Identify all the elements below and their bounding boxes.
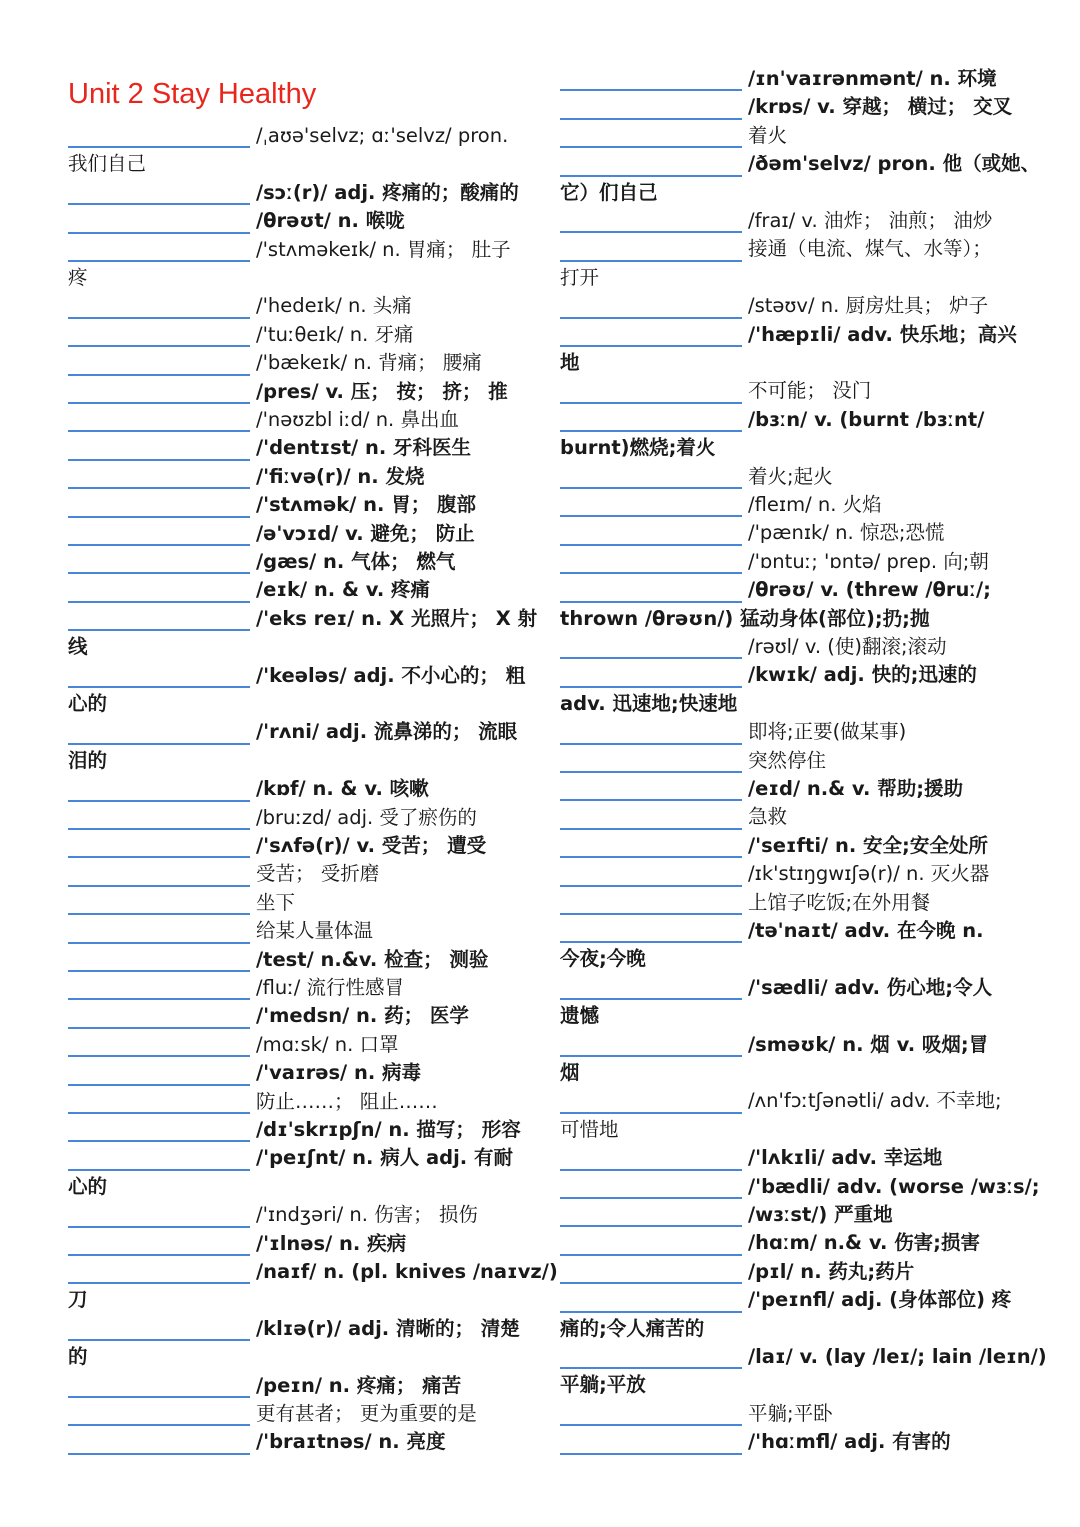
answer-blank[interactable] bbox=[560, 260, 742, 262]
vocab-entry bbox=[68, 434, 538, 462]
vocab-entry bbox=[560, 463, 1030, 491]
entry-text: /eɪd/ n.& v. 帮助;援助 bbox=[748, 776, 964, 800]
vocab-entry bbox=[68, 1201, 538, 1229]
vocab-entry bbox=[560, 1087, 1030, 1115]
answer-blank[interactable] bbox=[68, 1140, 250, 1142]
entry-continuation bbox=[68, 1343, 538, 1371]
answer-blank[interactable] bbox=[560, 856, 742, 858]
entry-text: /'ɒntuː; 'ɒntə/ prep. 向;朝 bbox=[748, 549, 989, 573]
vocab-entry bbox=[560, 889, 1030, 917]
vocab-entry bbox=[68, 321, 538, 349]
answer-blank[interactable] bbox=[68, 544, 250, 546]
answer-blank[interactable] bbox=[560, 89, 742, 91]
vocab-entry bbox=[68, 605, 538, 633]
entry-text: /'stʌməkeɪk/ n. 胃痛； 肚子 bbox=[256, 237, 511, 261]
vocab-entry bbox=[560, 832, 1030, 860]
vocab-entry bbox=[68, 1428, 538, 1456]
vocab-entry bbox=[560, 747, 1030, 775]
entry-text: /'hɑːmfl/ adj. 有害的 bbox=[748, 1430, 951, 1454]
vocab-entry bbox=[560, 1229, 1030, 1257]
unit-title: Unit 2 Stay Healthy bbox=[68, 78, 317, 110]
entry-text: 急救 bbox=[748, 805, 788, 829]
answer-blank[interactable] bbox=[68, 146, 250, 148]
vocab-entry bbox=[68, 378, 538, 406]
vocab-entry bbox=[68, 576, 538, 604]
continuation-text: 烟 bbox=[560, 1060, 580, 1084]
entry-continuation bbox=[68, 1173, 538, 1201]
entry-continuation bbox=[560, 434, 1030, 462]
entry-text: /hɑːm/ n.& v. 伤害;损害 bbox=[748, 1231, 980, 1255]
vocab-entry bbox=[560, 519, 1030, 547]
answer-blank[interactable] bbox=[560, 430, 742, 432]
answer-blank[interactable] bbox=[560, 913, 742, 915]
answer-blank[interactable] bbox=[68, 374, 250, 376]
entry-text: /'stʌmək/ n. 胃； 腹部 bbox=[256, 493, 477, 517]
vocab-entry bbox=[560, 860, 1030, 888]
entry-text: /ə'vɔɪd/ v. 避免； 防止 bbox=[256, 521, 475, 545]
answer-blank[interactable] bbox=[68, 743, 250, 745]
entry-text: /'bækeɪk/ n. 背痛； 腰痛 bbox=[256, 351, 482, 375]
answer-blank[interactable] bbox=[68, 942, 250, 944]
entry-text: 坐下 bbox=[256, 890, 296, 914]
entry-continuation bbox=[68, 264, 538, 292]
answer-blank[interactable] bbox=[560, 828, 742, 830]
entry-text: /kwɪk/ adj. 快的;迅速的 bbox=[748, 663, 977, 687]
continuation-text: 线 bbox=[68, 635, 88, 659]
answer-blank[interactable] bbox=[68, 430, 250, 432]
continuation-text: 它）们自己 bbox=[560, 180, 658, 204]
continuation-text: 泪的 bbox=[68, 748, 108, 772]
vocab-entry bbox=[560, 1031, 1030, 1059]
answer-blank[interactable] bbox=[68, 1424, 250, 1426]
vocab-entry bbox=[560, 1201, 1030, 1229]
entry-text: /'peɪnfl/ adj. (身体部位) 疼 bbox=[748, 1288, 1012, 1312]
entry-text: /sməʊk/ n. 烟 v. 吸烟;冒 bbox=[748, 1032, 989, 1056]
vocab-entry bbox=[68, 718, 538, 746]
answer-blank[interactable] bbox=[560, 601, 742, 603]
entry-text: /bruːzd/ adj. 受了瘀伤的 bbox=[256, 805, 477, 829]
answer-blank[interactable] bbox=[68, 828, 250, 830]
entry-text: /fluː/ 流行性感冒 bbox=[256, 975, 405, 999]
answer-blank[interactable] bbox=[560, 317, 742, 319]
entry-text: /'hæpɪli/ adv. 快乐地；高兴 bbox=[748, 322, 1017, 346]
entry-text: /'dentɪst/ n. 牙科医生 bbox=[256, 436, 472, 460]
continuation-text: burnt)燃烧;着火 bbox=[560, 436, 716, 460]
continuation-text: 我们自己 bbox=[68, 152, 147, 176]
answer-blank[interactable] bbox=[68, 1339, 250, 1341]
entry-text: 突然停住 bbox=[748, 748, 827, 772]
entry-text: /eɪk/ n. & v. 疼痛 bbox=[256, 578, 431, 602]
entry-continuation bbox=[560, 1116, 1030, 1144]
vocab-entry bbox=[68, 1059, 538, 1087]
entry-continuation bbox=[68, 690, 538, 718]
answer-blank[interactable] bbox=[560, 743, 742, 745]
vocab-entry bbox=[560, 1400, 1030, 1428]
answer-blank[interactable] bbox=[68, 203, 250, 205]
answer-blank[interactable] bbox=[560, 118, 742, 120]
entry-continuation bbox=[560, 1371, 1030, 1399]
entry-continuation bbox=[68, 633, 538, 661]
entry-continuation bbox=[560, 264, 1030, 292]
answer-blank[interactable] bbox=[68, 1112, 250, 1114]
entry-text: /naɪf/ n. (pl. knives /naɪvz/) bbox=[256, 1259, 558, 1283]
entry-text: /sɔː(r)/ adj. 疼痛的；酸痛的 bbox=[256, 180, 519, 204]
answer-blank[interactable] bbox=[68, 1282, 250, 1284]
vocab-entry bbox=[68, 889, 538, 917]
vocab-entry bbox=[68, 1031, 538, 1059]
answer-blank[interactable] bbox=[68, 856, 250, 858]
continuation-text: 刀 bbox=[68, 1288, 88, 1312]
entry-text: /tə'naɪt/ adv. 在今晚 n. bbox=[748, 918, 984, 942]
vocab-entry bbox=[560, 1173, 1040, 1201]
answer-blank[interactable] bbox=[560, 1453, 742, 1455]
entry-text: /'bædli/ adv. (worse /wɜːs/; bbox=[748, 1174, 1040, 1198]
answer-blank[interactable] bbox=[560, 175, 742, 177]
vocab-entry bbox=[560, 1343, 1047, 1371]
answer-blank[interactable] bbox=[68, 800, 250, 802]
answer-blank[interactable] bbox=[68, 970, 250, 972]
answer-blank[interactable] bbox=[68, 629, 250, 631]
entry-text: 不可能； 没门 bbox=[748, 379, 872, 403]
answer-blank[interactable] bbox=[68, 572, 250, 574]
answer-blank[interactable] bbox=[560, 1424, 742, 1426]
vocab-entry bbox=[560, 917, 1030, 945]
continuation-text: 今夜;今晚 bbox=[560, 947, 646, 971]
entry-text: /'pænɪk/ n. 惊恐;恐慌 bbox=[748, 521, 945, 545]
entry-text: 着火 bbox=[748, 123, 788, 147]
answer-blank[interactable] bbox=[560, 402, 742, 404]
vocab-entry bbox=[560, 377, 1030, 405]
vocab-entry bbox=[68, 491, 538, 519]
answer-blank[interactable] bbox=[560, 771, 742, 773]
entry-text: 平躺;平卧 bbox=[748, 1401, 833, 1425]
vocab-entry bbox=[68, 1116, 538, 1144]
vocab-entry bbox=[68, 1144, 538, 1172]
entry-continuation bbox=[560, 1002, 1030, 1030]
vocab-entry bbox=[560, 718, 1030, 746]
answer-blank[interactable] bbox=[68, 260, 250, 262]
entry-continuation bbox=[560, 1315, 1030, 1343]
answer-blank[interactable] bbox=[560, 657, 742, 659]
vocab-entry bbox=[560, 1428, 1030, 1456]
continuation-text: 痛的;令人痛苦的 bbox=[560, 1316, 705, 1340]
entry-continuation bbox=[560, 1059, 1030, 1087]
entry-text: /ɪn'vaɪrənmənt/ n. 环境 bbox=[748, 66, 997, 90]
continuation-text: 平躺;平放 bbox=[560, 1373, 646, 1397]
answer-blank[interactable] bbox=[560, 544, 742, 546]
vocab-entry bbox=[560, 93, 1030, 121]
entry-text: /rəʊl/ v. (使)翻滚;滚动 bbox=[748, 634, 947, 658]
continuation-text: 遗憾 bbox=[560, 1004, 600, 1028]
answer-blank[interactable] bbox=[68, 913, 250, 915]
vocab-entry bbox=[68, 520, 538, 548]
vocab-entry bbox=[560, 235, 1030, 263]
entry-text: /'seɪfti/ n. 安全;安全处所 bbox=[748, 833, 988, 857]
entry-text: /'lʌkɪli/ adv. 幸运地 bbox=[748, 1146, 943, 1170]
entry-text: /ɪk'stɪŋgwɪʃə(r)/ n. 灭火器 bbox=[748, 862, 990, 886]
entry-text: /fleɪm/ n. 火焰 bbox=[748, 492, 882, 516]
answer-blank[interactable] bbox=[560, 231, 742, 233]
answer-blank[interactable] bbox=[68, 402, 250, 404]
entry-text: /stəʊv/ n. 厨房灶具； 炉子 bbox=[748, 294, 989, 318]
entry-text: /'ɪlnəs/ n. 疾病 bbox=[256, 1231, 407, 1255]
entry-text: 着火;起火 bbox=[748, 464, 833, 488]
entry-text: 即将;正要(做某事) bbox=[748, 720, 907, 744]
vocab-entry bbox=[560, 803, 1030, 831]
answer-blank[interactable] bbox=[560, 146, 742, 148]
entry-text: /'hedeɪk/ n. 头痛 bbox=[256, 294, 412, 318]
entry-continuation bbox=[560, 605, 1030, 633]
entry-text: /ðəm'selvz/ pron. 他（或她、 bbox=[748, 152, 1041, 176]
entry-text: 防止……； 阻止…… bbox=[256, 1089, 438, 1113]
entry-text: 给某人量体温 bbox=[256, 919, 374, 943]
vocab-entry bbox=[560, 321, 1030, 349]
vocab-entry bbox=[68, 1400, 538, 1428]
answer-blank[interactable] bbox=[68, 1453, 250, 1455]
answer-blank[interactable] bbox=[560, 1169, 742, 1171]
vocab-entry bbox=[68, 775, 538, 803]
vocab-entry bbox=[560, 207, 1030, 235]
answer-blank[interactable] bbox=[68, 1055, 250, 1057]
vocab-entry bbox=[68, 974, 538, 1002]
entry-text: 接通（电流、煤气、水等）； bbox=[748, 237, 992, 261]
vocab-entry bbox=[68, 662, 538, 690]
answer-blank[interactable] bbox=[560, 1367, 742, 1369]
entry-continuation bbox=[560, 349, 1030, 377]
entry-continuation bbox=[68, 1286, 538, 1314]
entry-continuation bbox=[560, 179, 1030, 207]
answer-blank[interactable] bbox=[68, 998, 250, 1000]
entry-text: /'vaɪrəs/ n. 病毒 bbox=[256, 1061, 422, 1085]
answer-blank[interactable] bbox=[68, 1226, 250, 1228]
entry-text: /'eks reɪ/ n. X 光照片； X 射 bbox=[256, 606, 538, 630]
answer-blank[interactable] bbox=[560, 345, 742, 347]
continuation-text: 疼 bbox=[68, 265, 88, 289]
vocab-entry bbox=[68, 122, 538, 150]
answer-blank[interactable] bbox=[560, 941, 742, 943]
entry-text: /klɪə(r)/ adj. 清晰的； 清楚 bbox=[256, 1316, 520, 1340]
entry-text: /gæs/ n. 气体； 燃气 bbox=[256, 549, 456, 573]
entry-text: /θrəʊt/ n. 喉咙 bbox=[256, 209, 405, 233]
entry-text: /θrəʊ/ v. (threw /θruː/; bbox=[748, 578, 991, 602]
entry-text: /laɪ/ v. (lay /leɪ/; lain /leɪn/) bbox=[748, 1344, 1047, 1368]
answer-blank[interactable] bbox=[68, 1169, 250, 1171]
vocab-entry bbox=[560, 122, 1030, 150]
vocab-entry bbox=[560, 576, 1030, 604]
vocab-entry bbox=[68, 917, 538, 945]
entry-continuation bbox=[560, 690, 1030, 718]
answer-blank[interactable] bbox=[68, 601, 250, 603]
entry-continuation bbox=[560, 945, 1030, 973]
answer-blank[interactable] bbox=[560, 515, 742, 517]
entry-text: /'keələs/ adj. 不小心的； 粗 bbox=[256, 663, 526, 687]
vocab-entry bbox=[68, 1230, 538, 1258]
vocab-entry bbox=[68, 804, 538, 832]
entry-text: /'sʌfə(r)/ v. 受苦； 遭受 bbox=[256, 833, 487, 857]
answer-blank[interactable] bbox=[560, 487, 742, 489]
entry-text: /bɜːn/ v. (burnt /bɜːnt/ bbox=[748, 407, 985, 431]
vocab-entry bbox=[560, 633, 1030, 661]
answer-blank[interactable] bbox=[560, 1311, 742, 1313]
entry-text: /dɪ'skrɪpʃn/ n. 描写； 形容 bbox=[256, 1117, 521, 1141]
answer-blank[interactable] bbox=[560, 1225, 742, 1227]
vocab-entry bbox=[560, 1258, 1030, 1286]
vocab-entry bbox=[560, 974, 1030, 1002]
answer-blank[interactable] bbox=[68, 1084, 250, 1086]
entry-text: /mɑːsk/ n. 口罩 bbox=[256, 1032, 399, 1056]
continuation-text: 的 bbox=[68, 1345, 88, 1369]
entry-continuation bbox=[68, 747, 538, 775]
answer-blank[interactable] bbox=[560, 1282, 742, 1284]
entry-text: /'rʌni/ adj. 流鼻涕的； 流眼 bbox=[256, 720, 518, 744]
entry-text: /kɒf/ n. & v. 咳嗽 bbox=[256, 777, 429, 801]
vocab-entry bbox=[560, 548, 1030, 576]
vocab-entry bbox=[68, 946, 538, 974]
continuation-text: 可惜地 bbox=[560, 1117, 619, 1141]
vocab-entry bbox=[68, 832, 538, 860]
vocab-entry bbox=[68, 349, 538, 377]
vocab-entry bbox=[560, 1286, 1030, 1314]
entry-text: /ˌaʊə'selvz; ɑː'selvz/ pron. bbox=[256, 123, 509, 147]
answer-blank[interactable] bbox=[560, 1112, 742, 1114]
answer-blank[interactable] bbox=[560, 885, 742, 887]
answer-blank[interactable] bbox=[68, 1027, 250, 1029]
entry-text: /peɪn/ n. 疼痛； 痛苦 bbox=[256, 1373, 462, 1397]
vocab-entry bbox=[68, 207, 538, 235]
vocab-entry bbox=[68, 292, 538, 320]
answer-blank[interactable] bbox=[68, 345, 250, 347]
entry-text: 更有甚者； 更为重要的是 bbox=[256, 1401, 477, 1425]
vocab-entry bbox=[560, 491, 1030, 519]
continuation-text: 心的 bbox=[68, 1174, 108, 1198]
vocab-entry bbox=[68, 463, 538, 491]
continuation-text: 打开 bbox=[560, 265, 600, 289]
entry-text: /fraɪ/ v. 油炸； 油煎； 油炒 bbox=[748, 208, 993, 232]
answer-blank[interactable] bbox=[68, 459, 250, 461]
vocab-entry bbox=[560, 292, 1030, 320]
answer-blank[interactable] bbox=[560, 998, 742, 1000]
continuation-text: adv. 迅速地;快速地 bbox=[560, 691, 738, 715]
vocab-entry bbox=[68, 179, 538, 207]
entry-text: /'sædli/ adv. 伤心地;令人 bbox=[748, 975, 993, 999]
answer-blank[interactable] bbox=[68, 487, 250, 489]
entry-text: /'ɪndʒəri/ n. 伤害； 损伤 bbox=[256, 1203, 478, 1227]
entry-text: /ʌn'fɔːtʃənətli/ adv. 不幸地; bbox=[748, 1089, 1002, 1113]
vocab-entry bbox=[68, 1088, 538, 1116]
answer-blank[interactable] bbox=[68, 1396, 250, 1398]
entry-text: /wɜːst/) 严重地 bbox=[748, 1202, 893, 1226]
entry-text: /test/ n.&v. 检查； 测验 bbox=[256, 947, 489, 971]
continuation-text: 心的 bbox=[68, 691, 108, 715]
answer-blank[interactable] bbox=[68, 232, 250, 234]
entry-text: /krɒs/ v. 穿越； 横过； 交叉 bbox=[748, 95, 1013, 119]
vocab-entry bbox=[68, 1002, 538, 1030]
vocab-entry bbox=[560, 775, 1030, 803]
vocab-entry bbox=[68, 548, 538, 576]
answer-blank[interactable] bbox=[560, 799, 742, 801]
answer-blank[interactable] bbox=[68, 317, 250, 319]
vocab-entry bbox=[68, 406, 538, 434]
entry-text: /'fiːvə(r)/ n. 发烧 bbox=[256, 464, 425, 488]
entry-text: 受苦； 受折磨 bbox=[256, 862, 380, 886]
vocab-entry bbox=[68, 236, 538, 264]
answer-blank[interactable] bbox=[68, 1254, 250, 1256]
entry-text: /pɪl/ n. 药丸;药片 bbox=[748, 1259, 915, 1283]
vocab-entry bbox=[68, 1315, 538, 1343]
answer-blank[interactable] bbox=[68, 516, 250, 518]
vocab-entry bbox=[560, 1144, 1030, 1172]
entry-text: 上馆子吃饭;在外用餐 bbox=[748, 890, 931, 914]
vocab-entry bbox=[560, 661, 1030, 689]
entry-text: /'peɪʃnt/ n. 病人 adj. 有耐 bbox=[256, 1146, 513, 1170]
vocab-entry bbox=[68, 1258, 558, 1286]
entry-text: /'tuːθeɪk/ n. 牙痛 bbox=[256, 322, 414, 346]
entry-text: /pres/ v. 压； 按； 挤； 推 bbox=[256, 379, 508, 403]
continuation-text: thrown /θrəʊn/) 猛动身体(部位);扔;抛 bbox=[560, 606, 930, 630]
answer-blank[interactable] bbox=[68, 686, 250, 688]
entry-text: /'nəʊzbl iːd/ n. 鼻出血 bbox=[256, 407, 459, 431]
answer-blank[interactable] bbox=[560, 1197, 742, 1199]
answer-blank[interactable] bbox=[68, 885, 250, 887]
answer-blank[interactable] bbox=[560, 1055, 742, 1057]
entry-continuation bbox=[68, 150, 538, 178]
answer-blank[interactable] bbox=[560, 572, 742, 574]
answer-blank[interactable] bbox=[560, 686, 742, 688]
vocab-entry bbox=[68, 1372, 538, 1400]
vocab-entry bbox=[560, 65, 1030, 93]
entry-text: /'medsn/ n. 药； 医学 bbox=[256, 1004, 469, 1028]
vocab-entry bbox=[560, 406, 1030, 434]
vocab-entry bbox=[560, 150, 1041, 178]
answer-blank[interactable] bbox=[560, 1254, 742, 1256]
vocab-entry bbox=[68, 860, 538, 888]
continuation-text: 地 bbox=[560, 350, 580, 374]
entry-text: /'braɪtnəs/ n. 亮度 bbox=[256, 1430, 446, 1454]
